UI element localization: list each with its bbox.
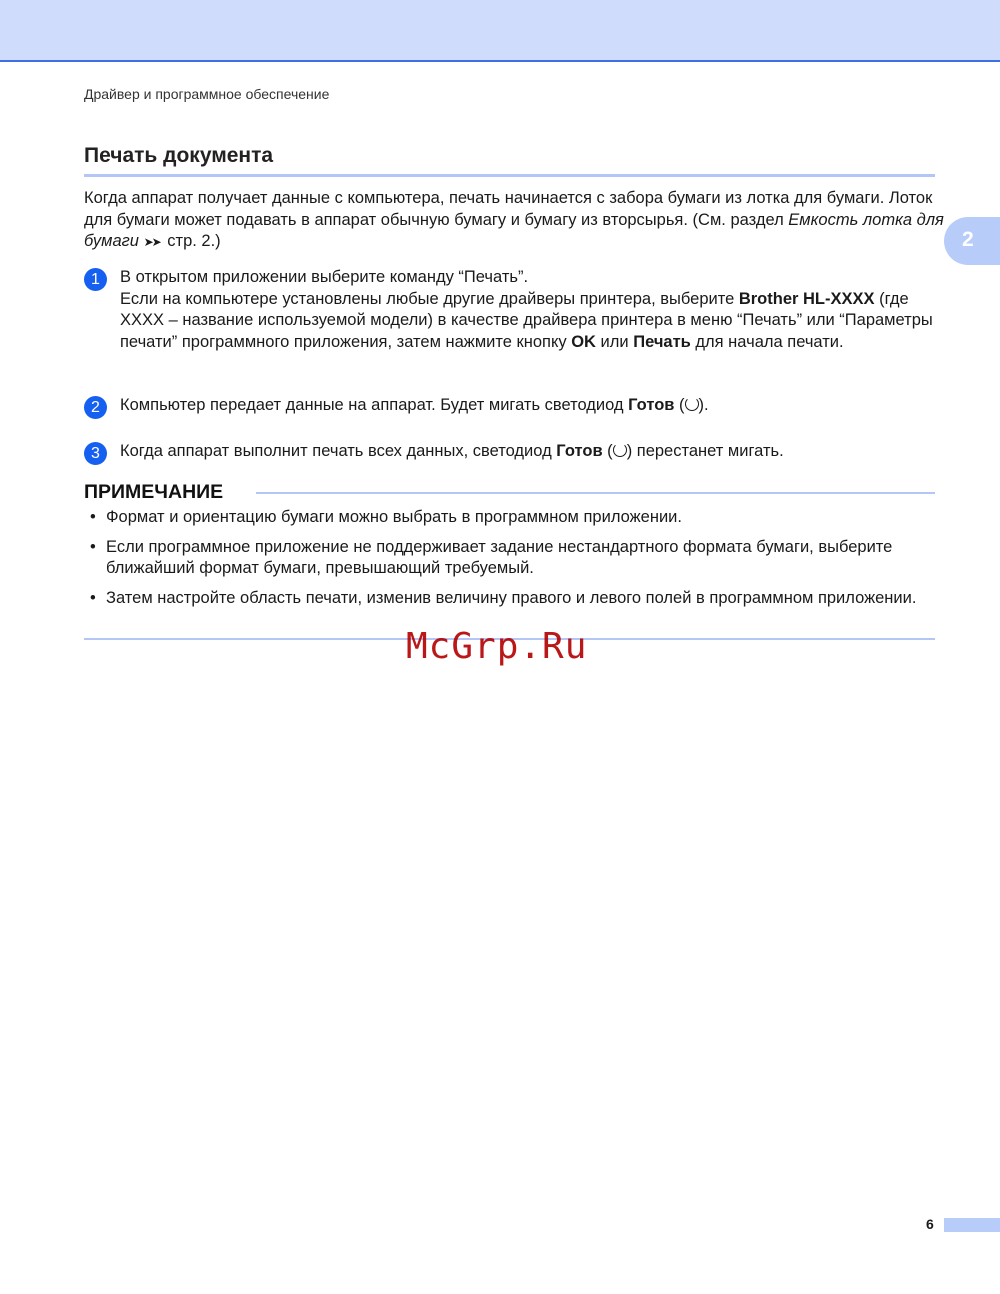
intro-text-1: Когда аппарат получает данные с компьютера, печать начинается с забора бумаги из лотка для бумаги. Лоток для бумаги может подавать в аппарат обычную бумагу и бумагу из вторсырья. (См. раздел xyxy=(84,189,933,229)
step-3-text xyxy=(120,441,944,463)
list-item xyxy=(84,588,944,610)
step-3-text-b: ( xyxy=(602,442,613,460)
list-item-text: Если программное приложение не поддерживает задание нестандартного формата бумаги, выберите ближайший формат бумаги, превышающий требуемый. xyxy=(106,537,893,577)
list-item-text: Затем настройте область печати, изменив величину правого и левого полей в программном приложении. xyxy=(106,588,917,607)
step-1 xyxy=(84,267,944,353)
step-3-text-a: Когда аппарат выполнит печать всех данных, светодиод xyxy=(120,442,557,460)
step-2-text-b: ( xyxy=(674,396,685,414)
top-band xyxy=(0,0,1000,62)
note-heading: ПРИМЕЧАНИЕ xyxy=(84,481,224,503)
bullet-icon: • xyxy=(90,537,96,556)
print-label: Печать xyxy=(633,332,691,351)
running-header: Драйвер и программное обеспечение xyxy=(84,86,330,102)
step-1-text-a: Если на компьютере установлены любые другие драйверы принтера, выберите xyxy=(120,289,739,308)
step-1-line-2 xyxy=(120,289,944,354)
step-3 xyxy=(84,441,944,463)
bullet-icon: • xyxy=(90,508,96,526)
section-title: Печать документа xyxy=(84,144,274,167)
chapter-number: 2 xyxy=(962,228,974,251)
ready-label: Готов xyxy=(628,396,675,414)
printer-name: Brother HL-XXXX xyxy=(738,289,875,308)
step-number-icon: 3 xyxy=(84,442,107,465)
step-2-text-c: ). xyxy=(698,396,709,414)
ok-label: OK xyxy=(571,332,596,351)
step-1-text-c: или xyxy=(595,332,634,351)
step-2-text xyxy=(120,395,944,417)
step-1-text-d: для начала печати. xyxy=(690,332,844,351)
intro-text-2: стр. 2.) xyxy=(162,232,221,250)
ready-label: Готов xyxy=(556,442,603,460)
page-number: 6 xyxy=(926,1216,934,1232)
list-item-text: Формат и ориентацию бумаги можно выбрать в программном приложении. xyxy=(106,508,682,526)
intro-paragraph xyxy=(84,188,944,254)
step-2-text-a: Компьютер передает данные на аппарат. Будет мигать светодиод xyxy=(120,396,629,414)
list-item xyxy=(84,507,944,529)
chapter-tab xyxy=(944,217,1000,265)
step-number-icon: 1 xyxy=(84,268,107,291)
ready-led-icon xyxy=(613,443,627,457)
list-item xyxy=(84,537,944,580)
step-number-icon: 2 xyxy=(84,396,107,419)
note-list xyxy=(84,507,944,617)
step-3-text-c: ) перестанет мигать. xyxy=(626,442,784,460)
step-1-text-b: (где XXXX – название используемой модели) в качестве драйвера принтера в меню “Печать” или “Параметры печати” программного приложения, затем нажмите кнопку xyxy=(120,289,933,351)
cross-reference-link[interactable]: Емкость лотка для бумаги xyxy=(84,210,944,250)
title-rule xyxy=(84,174,935,177)
watermark: McGrp.Ru xyxy=(406,626,588,667)
ready-led-icon xyxy=(685,397,699,411)
step-1-text xyxy=(120,267,944,353)
page-tab xyxy=(944,1218,1000,1232)
bullet-icon: • xyxy=(90,588,96,607)
note-top-rule xyxy=(256,492,935,494)
step-1-line-1: В открытом приложении выберите команду “Печать”. xyxy=(120,268,529,286)
double-arrow-icon: ➤➤ xyxy=(143,235,160,249)
step-2 xyxy=(84,395,944,417)
